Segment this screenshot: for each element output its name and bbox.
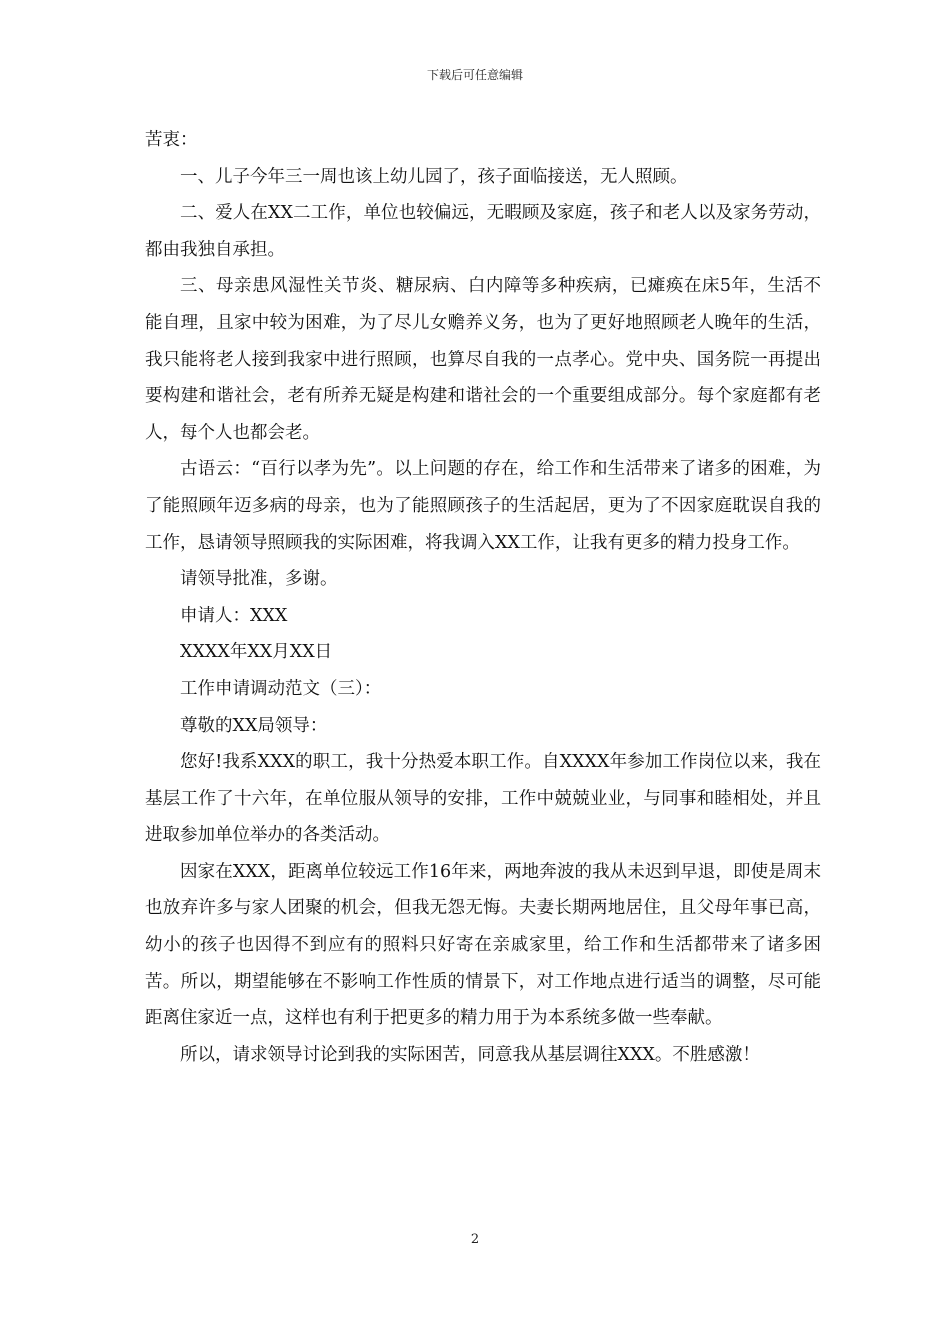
paragraph: 您好!我系XXX的职工，我十分热爱本职工作。自XXXX年参加工作岗位以来，我在基层工作了十六年，在单位服从领导的安排，工作中兢兢业业，与同事和睦相处，并且进取参加单位举办的各类活动。: [145, 752, 821, 846]
paragraph: 请领导批准，多谢。: [180, 569, 338, 590]
paragraph: 二、爱人在XX二工作，单位也较偏远，无暇顾及家庭，孩子和老人以及家务劳动，都由我独自承担。: [145, 203, 821, 260]
paragraph: 工作申请调动范文（三）：: [180, 678, 382, 699]
paragraph: 因家在XXX，距离单位较远工作16年来，两地奔波的我从未迟到早退，即使是周末也放弃许多与家人团聚的机会，但我无怨无悔。夫妻长期两地居住，且父母年事已高，幼小的孩子也因得不到应有的照料只好寄在亲戚家里，给工作和生活都带来了诸多困苦。所以，期望能够在不影响工作性质的情景下，对工作地点进行适当的调整，尽可能距离住家近一点，这样也有利于把更多的精力用于为本系统多做一些奉献。: [145, 861, 821, 1029]
document-body: [145, 122, 821, 1073]
paragraph: 苦衷：: [145, 130, 198, 150]
page-header: 下载后可任意编辑: [426, 68, 523, 82]
paragraph: XXXX年XX月XX日: [180, 642, 333, 663]
paragraph: 三、母亲患风湿性关节炎、糖尿病、白内障等多种疾病，已瘫痪在床5年，生活不能自理，且家中较为困难，为了尽儿女赡养义务，也为了更好地照顾老人晚年的生活，我只能将老人接到我家中进行照顾，也算尽自我的一点孝心。党中央、国务院一再提出要构建和谐社会，老有所养无疑是构建和谐社会的一个重要组成部分。每个家庭都有老人，每个人也都会老。: [145, 276, 821, 443]
paragraph: 申请人：XXX: [180, 605, 288, 626]
paragraph: 一、儿子今年三一周也该上幼儿园了，孩子面临接送，无人照顾。: [180, 166, 688, 187]
paragraph: 所以，请求领导讨论到我的实际困苦，同意我从基层调往XXX。不胜感激！: [180, 1044, 760, 1065]
page-number: 2: [470, 1232, 480, 1247]
paragraph: 尊敬的XX局领导：: [180, 715, 328, 736]
paragraph: 古语云：“百行以孝为先”。以上问题的存在，给工作和生活带来了诸多的困难，为了能照顾年迈多病的母亲，也为了能照顾孩子的生活起居，更为了不因家庭耽误自我的工作，恳请领导照顾我的实际困难，将我调入XX工作，让我有更多的精力投身工作。: [145, 459, 821, 553]
